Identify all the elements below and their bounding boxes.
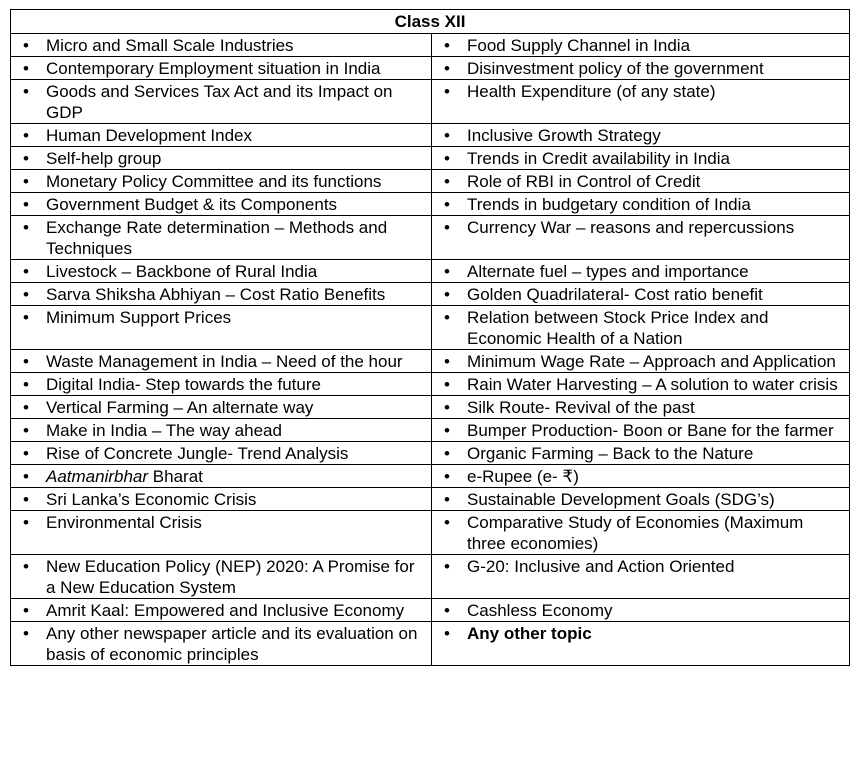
table-row xyxy=(11,124,850,147)
topic-text: e-Rupee (e- ₹) xyxy=(467,467,579,486)
topic-text: Bumper Production- Boon or Bane for the farmer xyxy=(467,421,834,440)
bullet-icon xyxy=(15,466,46,487)
bullet-icon xyxy=(15,125,46,146)
table-row xyxy=(11,419,850,442)
topic-text: Contemporary Employment situation in India xyxy=(46,59,381,78)
topic-text: New Education Policy (NEP) 2020: A Promise for a New Education System xyxy=(46,557,415,597)
table-row xyxy=(11,170,850,193)
bullet-icon xyxy=(15,194,46,215)
topic-cell xyxy=(432,193,850,216)
topic-text: Any other newspaper article and its evaluation on basis of economic principles xyxy=(46,624,418,664)
bullet-icon xyxy=(15,148,46,169)
topic-cell xyxy=(432,555,850,599)
bullet-icon xyxy=(436,194,467,215)
topic-cell xyxy=(432,57,850,80)
topic-text: Human Development Index xyxy=(46,126,253,145)
topic-cell xyxy=(432,170,850,193)
table-row xyxy=(11,34,850,57)
table-title: Class XII xyxy=(11,10,850,34)
bullet-icon xyxy=(436,261,467,282)
bullet-icon xyxy=(15,556,46,577)
bullet-icon xyxy=(15,512,46,533)
bullet-icon xyxy=(436,443,467,464)
bullet-icon xyxy=(436,171,467,192)
topic-cell xyxy=(432,442,850,465)
topic-cell xyxy=(11,260,432,283)
topic-cell xyxy=(432,306,850,350)
bullet-icon xyxy=(15,217,46,238)
topic-text: G-20: Inclusive and Action Oriented xyxy=(467,557,735,576)
topic-text: Any other topic xyxy=(467,624,592,643)
table-row xyxy=(11,216,850,260)
bullet-icon xyxy=(436,351,467,372)
table-row xyxy=(11,465,850,488)
topic-cell xyxy=(11,511,432,555)
topic-text: Sri Lanka’s Economic Crisis xyxy=(46,490,257,509)
bullet-icon xyxy=(15,81,46,102)
topic-text: Monetary Policy Committee and its functions xyxy=(46,172,382,191)
bullet-icon xyxy=(436,466,467,487)
topic-cell xyxy=(432,465,850,488)
topic-text: Rise of Concrete Jungle- Trend Analysis xyxy=(46,444,349,463)
topic-cell xyxy=(432,511,850,555)
topic-cell xyxy=(432,350,850,373)
bullet-icon xyxy=(15,600,46,621)
table-row xyxy=(11,350,850,373)
topic-cell xyxy=(432,419,850,442)
bullet-icon xyxy=(436,284,467,305)
topic-text: Micro and Small Scale Industries xyxy=(46,36,294,55)
topic-text: Environmental Crisis xyxy=(46,513,202,532)
topic-text: Currency War – reasons and repercussions xyxy=(467,218,795,237)
table-row xyxy=(11,442,850,465)
topic-text: Exchange Rate determination – Methods and Techniques xyxy=(46,218,388,258)
bullet-icon xyxy=(15,171,46,192)
bullet-icon xyxy=(15,443,46,464)
topic-text: Sustainable Development Goals (SDG’s) xyxy=(467,490,775,509)
table-row xyxy=(11,488,850,511)
topic-text-rest: Bharat xyxy=(148,467,203,486)
topic-text: Health Expenditure (of any state) xyxy=(467,82,716,101)
table-row xyxy=(11,80,850,124)
topic-text: Role of RBI in Control of Credit xyxy=(467,172,701,191)
topic-cell xyxy=(11,147,432,170)
topic-cell xyxy=(11,34,432,57)
table-row xyxy=(11,396,850,419)
topic-text: Trends in budgetary condition of India xyxy=(467,195,751,214)
table-row xyxy=(11,511,850,555)
topic-cell xyxy=(432,396,850,419)
topic-text xyxy=(46,466,427,487)
topic-cell xyxy=(432,80,850,124)
topic-cell xyxy=(11,124,432,147)
bullet-icon xyxy=(15,489,46,510)
topic-text: Inclusive Growth Strategy xyxy=(467,126,661,145)
topic-cell xyxy=(11,373,432,396)
topic-text: Vertical Farming – An alternate way xyxy=(46,398,314,417)
bullet-icon xyxy=(436,512,467,533)
bullet-icon xyxy=(15,35,46,56)
bullet-icon xyxy=(436,35,467,56)
table-row xyxy=(11,193,850,216)
topic-cell xyxy=(432,124,850,147)
table-row xyxy=(11,306,850,350)
bullet-icon xyxy=(15,261,46,282)
topic-text: Make in India – The way ahead xyxy=(46,421,282,440)
bullet-icon xyxy=(15,374,46,395)
bullet-icon xyxy=(15,58,46,79)
table-row xyxy=(11,147,850,170)
topic-cell xyxy=(11,622,432,666)
topic-cell xyxy=(11,80,432,124)
table-row xyxy=(11,373,850,396)
topic-cell xyxy=(432,34,850,57)
bullet-icon xyxy=(436,217,467,238)
bullet-icon xyxy=(15,623,46,644)
bullet-icon xyxy=(436,125,467,146)
topic-text: Minimum Support Prices xyxy=(46,308,232,327)
topic-cell xyxy=(432,488,850,511)
topic-cell xyxy=(432,373,850,396)
topic-cell xyxy=(432,283,850,306)
bullet-icon xyxy=(15,284,46,305)
topic-cell xyxy=(11,170,432,193)
topic-text: Cashless Economy xyxy=(467,601,613,620)
topic-text: Organic Farming – Back to the Nature xyxy=(467,444,754,463)
bullet-icon xyxy=(436,307,467,328)
topic-text: Digital India- Step towards the future xyxy=(46,375,321,394)
topic-text: Alternate fuel – types and importance xyxy=(467,262,749,281)
topic-cell xyxy=(432,622,850,666)
topic-cell xyxy=(11,216,432,260)
topic-text: Comparative Study of Economies (Maximum three economies) xyxy=(467,513,804,553)
bullet-icon xyxy=(436,148,467,169)
bullet-icon xyxy=(15,307,46,328)
bullet-icon xyxy=(436,556,467,577)
topic-text: Trends in Credit availability in India xyxy=(467,149,730,168)
topic-cell xyxy=(432,147,850,170)
topic-text: Sarva Shiksha Abhiyan – Cost Ratio Benefits xyxy=(46,285,386,304)
topic-cell xyxy=(11,442,432,465)
bullet-icon xyxy=(15,397,46,418)
table-row xyxy=(11,283,850,306)
topic-text: Goods and Services Tax Act and its Impact on GDP xyxy=(46,82,393,122)
topic-text: Golden Quadrilateral- Cost ratio benefit xyxy=(467,285,763,304)
topic-text: Relation between Stock Price Index and Economic Health of a Nation xyxy=(467,308,769,348)
table-row xyxy=(11,260,850,283)
topic-cell xyxy=(11,488,432,511)
topic-cell xyxy=(11,350,432,373)
topic-text: Rain Water Harvesting – A solution to water crisis xyxy=(467,375,838,394)
bullet-icon xyxy=(15,420,46,441)
topic-text: Self-help group xyxy=(46,149,162,168)
topic-cell xyxy=(11,57,432,80)
table-header-row xyxy=(11,10,850,34)
topic-cell xyxy=(11,283,432,306)
topic-cell xyxy=(432,260,850,283)
table-row xyxy=(11,622,850,666)
bullet-icon xyxy=(436,489,467,510)
topic-text: Government Budget & its Components xyxy=(46,195,338,214)
topic-text: Food Supply Channel in India xyxy=(467,36,691,55)
table-row xyxy=(11,555,850,599)
bullet-icon xyxy=(15,351,46,372)
topic-text: Disinvestment policy of the government xyxy=(467,59,764,78)
topic-cell xyxy=(432,599,850,622)
topic-cell xyxy=(11,465,432,488)
bullet-icon xyxy=(436,58,467,79)
topic-cell xyxy=(11,306,432,350)
bullet-icon xyxy=(436,420,467,441)
bullet-icon xyxy=(436,600,467,621)
table-row xyxy=(11,57,850,80)
topic-cell xyxy=(11,555,432,599)
bullet-icon xyxy=(436,374,467,395)
bullet-icon xyxy=(436,397,467,418)
topic-text: Amrit Kaal: Empowered and Inclusive Economy xyxy=(46,601,405,620)
table-row xyxy=(11,599,850,622)
bullet-icon xyxy=(436,623,467,644)
topic-cell xyxy=(11,193,432,216)
topic-text-italic: Aatmanirbhar xyxy=(46,467,149,486)
topic-text: Livestock – Backbone of Rural India xyxy=(46,262,318,281)
topic-cell xyxy=(11,419,432,442)
topic-cell xyxy=(11,599,432,622)
topic-cell xyxy=(432,216,850,260)
topic-text: Silk Route- Revival of the past xyxy=(467,398,695,417)
bullet-icon xyxy=(436,81,467,102)
topic-text: Minimum Wage Rate – Approach and Application xyxy=(467,352,836,371)
topic-text: Waste Management in India – Need of the hour xyxy=(46,352,403,371)
topic-cell xyxy=(11,396,432,419)
project-topics-table xyxy=(10,9,850,666)
